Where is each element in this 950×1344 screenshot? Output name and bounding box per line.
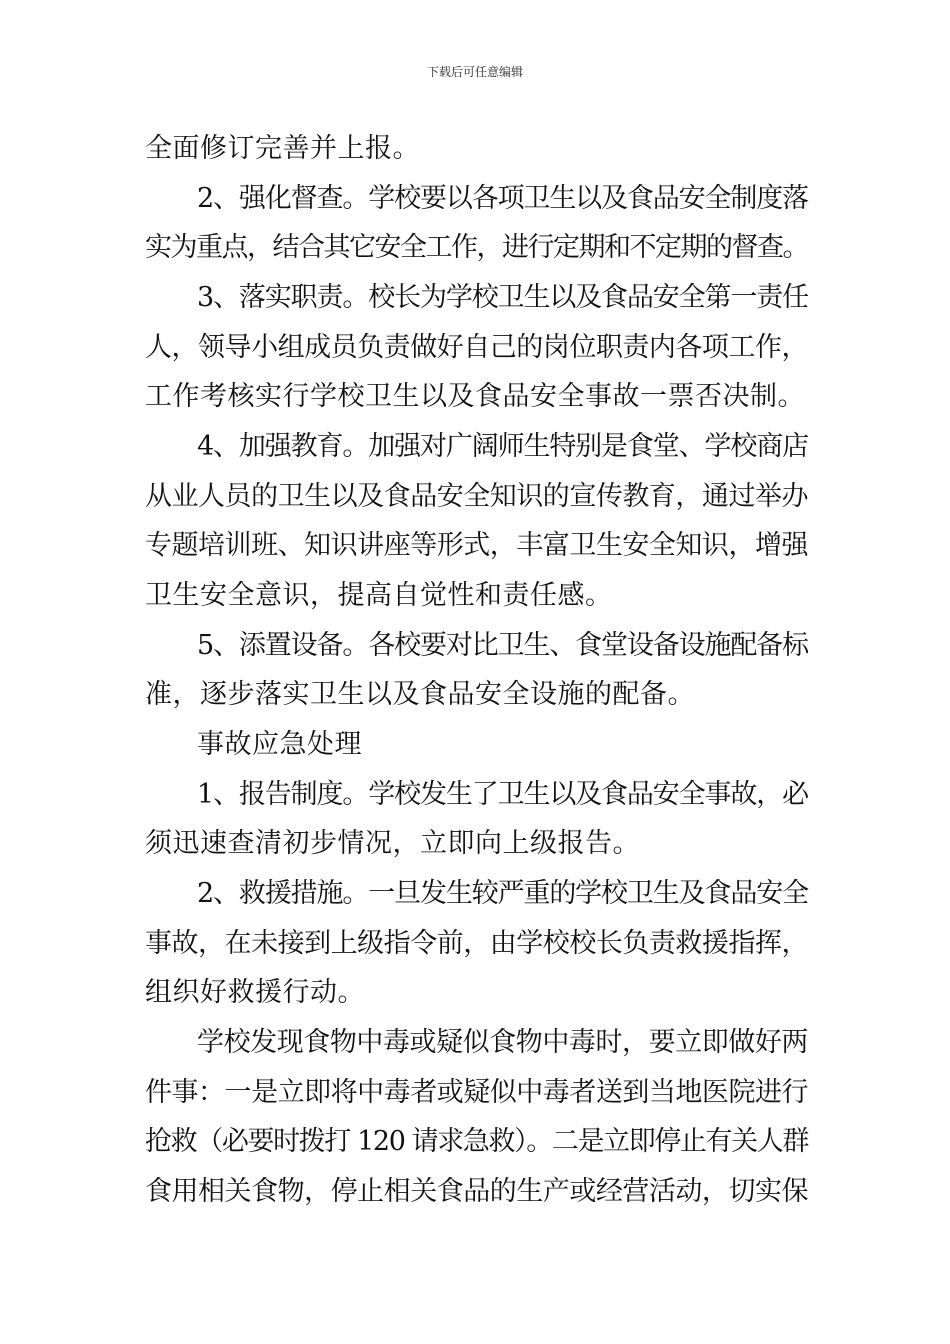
text-line: 学校发现食物中毒或疑似食物中毒时，要立即做好两	[197, 1027, 808, 1058]
text-line: 专题培训班、知识讲座等形式，丰富卫生安全知识，增强	[145, 530, 808, 561]
text-line: 2、强化督查。学校要以各项卫生以及食品安全制度落	[197, 183, 808, 214]
text-line: 4、加强教育。加强对广阔师生特别是食堂、学校商店	[197, 431, 808, 462]
text-line: 准，逐步落实卫生以及食品安全设施的配备。	[145, 679, 695, 710]
text-line: 从业人员的卫生以及食品安全知识的宣传教育，通过举办	[145, 481, 808, 512]
text-line: 1、报告制度。学校发生了卫生以及食品安全事故，必	[197, 779, 808, 810]
text-line: 事故，在未接到上级指令前，由学校校长负责救援指挥，	[145, 928, 808, 959]
text-line: 抢救（必要时拨打 120 请求急救）。二是立即停止有关人群	[145, 1126, 808, 1157]
text-line: 须迅速查清初步情况，立即向上级报告。	[145, 828, 640, 859]
text-line: 食用相关食物，停止相关食品的生产或经营活动，切实保	[145, 1176, 808, 1207]
text-line: 人，领导小组成员负责做好自己的岗位职责内各项工作，	[145, 332, 808, 363]
text-line: 实为重点，结合其它安全工作，进行定期和不定期的督查。	[145, 232, 808, 263]
text-line: 组织好救援行动。	[145, 977, 365, 1008]
text-line: 工作考核实行学校卫生以及食品安全事故一票否决制。	[145, 381, 805, 412]
section-heading: 事故应急处理	[197, 729, 362, 760]
text-line: 件事：一是立即将中毒者或疑似中毒者送到当地医院进行	[145, 1077, 808, 1108]
page-header: 下载后可任意编辑	[426, 65, 523, 79]
text-line: 5、添置设备。各校要对比卫生、食堂设备设施配备标	[197, 630, 808, 661]
text-line: 全面修订完善并上报。	[145, 133, 420, 164]
text-line: 3、落实职责。校长为学校卫生以及食品安全第一责任	[197, 282, 808, 313]
text-line: 2、救援措施。一旦发生较严重的学校卫生及食品安全	[197, 878, 808, 909]
text-line: 卫生安全意识，提高自觉性和责任感。	[145, 580, 613, 611]
